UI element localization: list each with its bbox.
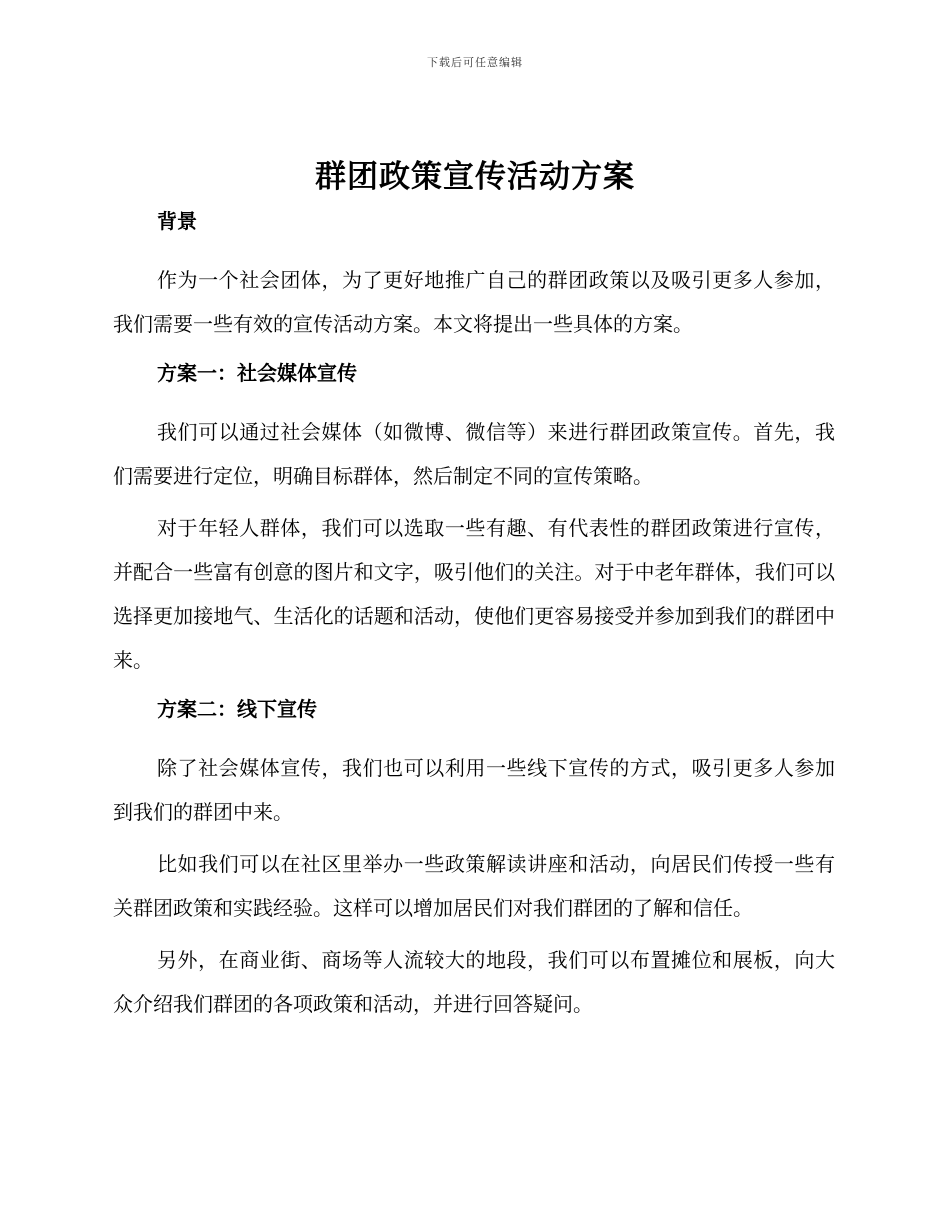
header-note: 下载后可任意编辑 xyxy=(427,56,523,69)
section-plan-2 xyxy=(113,694,835,1026)
section-heading-plan-2: 方案二：线下宣传 xyxy=(157,697,317,721)
paragraph: 我们可以通过社会媒体（如微博、微信等）来进行群团政策宣传。首先，我们需要进行定位，明确目标群体，然后制定不同的宣传策略。 xyxy=(113,420,835,488)
paragraph: 比如我们可以在社区里举办一些政策解读讲座和活动，向居民们传授一些有关群团政策和实践经验。这样可以增加居民们对我们群团的了解和信任。 xyxy=(113,852,835,920)
section-background xyxy=(113,206,835,346)
section-heading-plan-1: 方案一：社会媒体宣传 xyxy=(157,361,357,385)
document-body xyxy=(113,206,835,1034)
paragraph: 除了社会媒体宣传，我们也可以利用一些线下宣传的方式，吸引更多人参加到我们的群团中来。 xyxy=(113,756,835,824)
document-title: 群团政策宣传活动方案 xyxy=(315,159,635,195)
section-plan-1 xyxy=(113,358,835,682)
paragraph: 另外，在商业街、商场等人流较大的地段，我们可以布置摊位和展板，向大众介绍我们群团的各项政策和活动，并进行回答疑问。 xyxy=(113,948,835,1016)
paragraph: 作为一个社会团体，为了更好地推广自己的群团政策以及吸引更多人参加，我们需要一些有效的宣传活动方案。本文将提出一些具体的方案。 xyxy=(113,268,835,336)
paragraph: 对于年轻人群体，我们可以选取一些有趣、有代表性的群团政策进行宣传，并配合一些富有创意的图片和文字，吸引他们的关注。对于中老年群体，我们可以选择更加接地气、生活化的话题和活动，使他们更容易接受并参加到我们的群团中来。 xyxy=(113,516,835,672)
section-heading-background: 背景 xyxy=(157,209,197,233)
